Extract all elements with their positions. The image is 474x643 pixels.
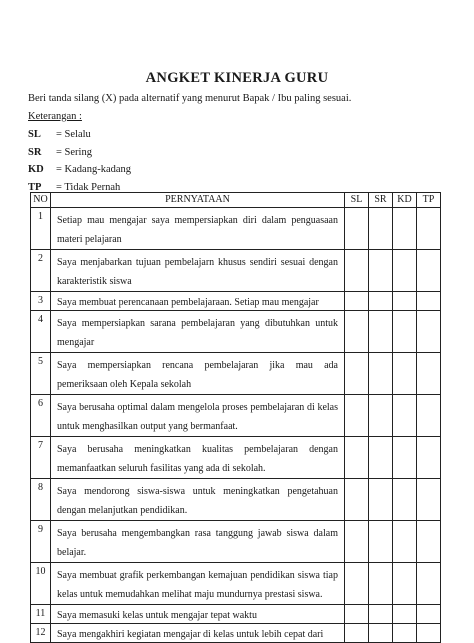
table-row	[31, 479, 441, 521]
statement-cell: Saya mempersiapkan sarana pembelajaran yang dibutuhkan untuk mengajar	[51, 311, 345, 353]
answer-cell-kd[interactable]	[393, 479, 417, 521]
statement-cell: Saya berusaha optimal dalam mengelola proses pembelajaran di kelas untuk menghasilkan output yang bermanfaat.	[51, 395, 345, 437]
page-title: ANGKET KINERJA GURU	[145, 70, 329, 86]
answer-cell-sr[interactable]	[369, 437, 393, 479]
row-number: 5	[31, 353, 51, 395]
answer-cell-tp[interactable]	[417, 208, 441, 250]
legend-item	[28, 161, 131, 179]
answer-cell-tp[interactable]	[417, 521, 441, 563]
legend-description: = Tidak Pernah	[56, 181, 121, 193]
answer-cell-tp[interactable]	[417, 479, 441, 521]
row-number: 4	[31, 311, 51, 353]
answer-cell-sr[interactable]	[369, 479, 393, 521]
header-kd: KD	[393, 193, 417, 208]
answer-cell-kd[interactable]	[393, 292, 417, 311]
legend	[28, 126, 131, 196]
statement-cell: Saya menjabarkan tujuan pembelajarn khusus sendiri sesuai dengan karakteristik siswa	[51, 250, 345, 292]
answer-cell-kd[interactable]	[393, 353, 417, 395]
table-row	[31, 208, 441, 250]
statement-cell: Saya mendorong siswa-siswa untuk meningkatkan pengetahuan dengan melanjutkan pendidikan.	[51, 479, 345, 521]
answer-cell-tp[interactable]	[417, 437, 441, 479]
table-row	[31, 395, 441, 437]
header-statement: PERNYATAAN	[51, 193, 345, 208]
legend-description: = Selalu	[56, 129, 91, 140]
row-number: 7	[31, 437, 51, 479]
survey-table	[30, 192, 441, 643]
statement-cell: Saya membuat grafik perkembangan kemajuan pendidikan siswa tiap kelas untuk memudahkan melihat maju mundurnya prestasi siswa.	[51, 563, 345, 605]
answer-cell-sr[interactable]	[369, 605, 393, 624]
header-no: NO	[31, 193, 51, 208]
answer-cell-kd[interactable]	[393, 437, 417, 479]
answer-cell-kd[interactable]	[393, 311, 417, 353]
row-number: 11	[31, 605, 51, 624]
answer-cell-sr[interactable]	[369, 395, 393, 437]
statement-cell: Setiap mau mengajar saya mempersiapkan diri dalam penguasaan materi pelajaran	[51, 208, 345, 250]
header-sl: SL	[345, 193, 369, 208]
statement-cell: Saya mempersiapkan rencana pembelajaran jika mau ada pemeriksaan oleh Kepala sekolah	[51, 353, 345, 395]
legend-item	[28, 126, 131, 144]
table-row	[31, 292, 441, 311]
legend-code: KD	[28, 164, 44, 175]
legend-heading: Keterangan :	[28, 111, 82, 122]
answer-cell-sl[interactable]	[345, 311, 369, 353]
statement-cell: Saya berusaha mengembangkan rasa tanggung jawab siswa dalam belajar.	[51, 521, 345, 563]
answer-cell-sr[interactable]	[369, 624, 393, 643]
statement-cell: Saya berusaha meningkatkan kualitas pembelajaran dengan memanfaatkan seluruh fasilitas yang ada di sekolah.	[51, 437, 345, 479]
row-number: 1	[31, 208, 51, 250]
row-number: 3	[31, 292, 51, 311]
statement-cell: Saya membuat perencanaan pembelajaraan. Setiap mau mengajar	[51, 292, 345, 311]
answer-cell-sl[interactable]	[345, 521, 369, 563]
table-row	[31, 563, 441, 605]
answer-cell-tp[interactable]	[417, 292, 441, 311]
answer-cell-tp[interactable]	[417, 605, 441, 624]
answer-cell-sl[interactable]	[345, 437, 369, 479]
answer-cell-sr[interactable]	[369, 521, 393, 563]
answer-cell-sl[interactable]	[345, 605, 369, 624]
answer-cell-kd[interactable]	[393, 208, 417, 250]
header-tp: TP	[417, 193, 441, 208]
table-row	[31, 521, 441, 563]
legend-item	[28, 144, 131, 162]
table-row	[31, 353, 441, 395]
answer-cell-kd[interactable]	[393, 395, 417, 437]
answer-cell-tp[interactable]	[417, 311, 441, 353]
statement-cell: Saya memasuki kelas untuk mengajar tepat waktu	[51, 605, 345, 624]
answer-cell-sr[interactable]	[369, 563, 393, 605]
legend-description: = Kadang-kadang	[56, 164, 132, 175]
row-number: 8	[31, 479, 51, 521]
table-row	[31, 605, 441, 624]
table-row	[31, 250, 441, 292]
header-sr: SR	[369, 193, 393, 208]
row-number: 9	[31, 521, 51, 563]
row-number: 12	[31, 624, 51, 643]
answer-cell-sl[interactable]	[345, 395, 369, 437]
answer-cell-sl[interactable]	[345, 563, 369, 605]
table-row	[31, 311, 441, 353]
table-row	[31, 624, 441, 643]
answer-cell-sr[interactable]	[369, 311, 393, 353]
table-header-row	[31, 193, 441, 208]
answer-cell-sl[interactable]	[345, 292, 369, 311]
answer-cell-sl[interactable]	[345, 208, 369, 250]
answer-cell-kd[interactable]	[393, 563, 417, 605]
legend-code: SL	[28, 129, 41, 140]
legend-code: SR	[28, 146, 42, 158]
row-number: 6	[31, 395, 51, 437]
answer-cell-sl[interactable]	[345, 624, 369, 643]
answer-cell-tp[interactable]	[417, 395, 441, 437]
row-number: 10	[31, 563, 51, 605]
answer-cell-kd[interactable]	[393, 521, 417, 563]
answer-cell-sr[interactable]	[369, 250, 393, 292]
answer-cell-sr[interactable]	[369, 292, 393, 311]
answer-cell-sl[interactable]	[345, 250, 369, 292]
answer-cell-sl[interactable]	[345, 353, 369, 395]
answer-cell-tp[interactable]	[417, 624, 441, 643]
answer-cell-kd[interactable]	[393, 250, 417, 292]
instruction-text: Beri tanda silang (X) pada alternatif yang menurut Bapak / Ibu paling sesuai.	[28, 93, 352, 104]
table-row	[31, 437, 441, 479]
row-number: 2	[31, 250, 51, 292]
legend-code: TP	[28, 181, 42, 193]
answer-cell-sr[interactable]	[369, 208, 393, 250]
answer-cell-kd[interactable]	[393, 605, 417, 624]
answer-cell-sl[interactable]	[345, 479, 369, 521]
answer-cell-tp[interactable]	[417, 353, 441, 395]
answer-cell-tp[interactable]	[417, 563, 441, 605]
answer-cell-tp[interactable]	[417, 250, 441, 292]
answer-cell-kd[interactable]	[393, 624, 417, 643]
statement-cell: Saya mengakhiri kegiatan mengajar di kelas untuk lebih cepat dari	[51, 624, 345, 643]
answer-cell-sr[interactable]	[369, 353, 393, 395]
legend-description: = Sering	[56, 146, 92, 158]
